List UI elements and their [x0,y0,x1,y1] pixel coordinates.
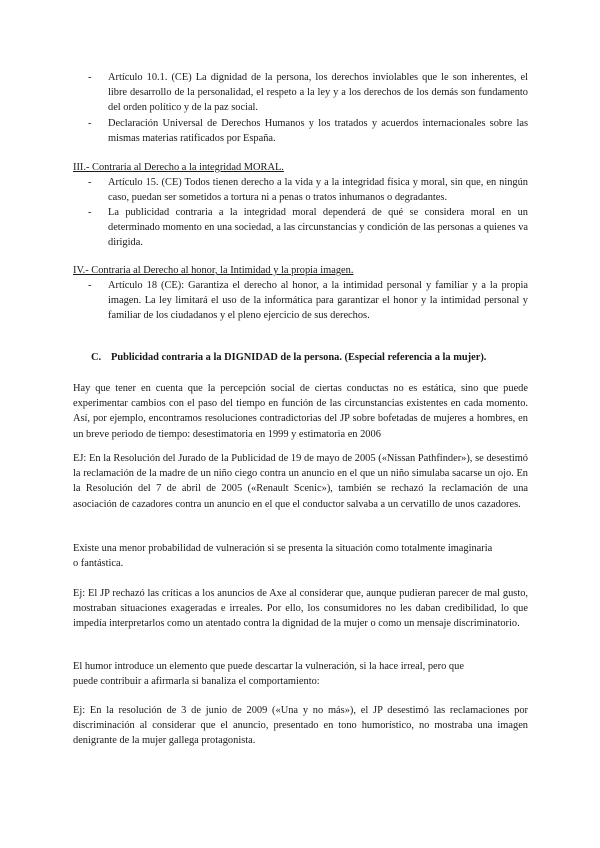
section-c-title: Publicidad contraria a la DIGNIDAD de la persona. (Especial referencia a la mujer). [111,352,487,363]
section-c-heading [91,350,531,365]
section-iii-heading: III.- Contraria al Derecho a la integridad MORAL. [73,162,284,173]
bullet-dash: - [88,280,92,291]
bullet-dash: - [88,177,92,188]
bullet-article-10 [88,70,528,116]
bullet-integridad-moral [88,205,528,251]
bullet-text: Declaración Universal de Derechos Humanos y los tratados y acuerdos internacionales sobre las mismas materias ratificados por España. [108,118,528,145]
paragraph-imaginaria: Existe una menor probabilidad de vulneración si se presenta la situación como totalmente imaginaria o fantástica. [73,543,493,570]
section-iv-heading: IV.- Contraria al Derecho al honor, la Intimidad y la propia imagen. [73,265,354,276]
paragraph-percepcion: Hay que tener en cuenta que la percepción social de ciertas conductas no es estática, sino que puede experimentar cambios con el paso del tiempo en función de las circunstancias existentes en cada momento. Así, por ejemplo, encontramos resoluciones contradictorias del JP sobre bofetadas de mujeres a hombres, en un breve periodo de tiempo: desestimatoria en 1999 y estimatoria en 2006 [73,383,528,440]
paragraph-ej-nissan: EJ: En la Resolución del Jurado de la Publicidad de 19 de mayo de 2005 («Nissan Pathfinder»), se desestimó la reclamación de la madre de un niño ciego contra un anuncio en el que un niño simulaba sacarse un ojo. En la Resolución del 7 de abril de 2005 («Renault Scenic»), también se rechazó la reclamación de una asociación de cazadores contra un anuncio en el que el conductor salvaba a un cervatillo de unos cazadores. [73,453,528,510]
paragraph-humor: El humor introduce un elemento que puede descartar la vulneración, si la hace irreal, pero que puede contribuir a afirmarla si banaliza el comportamiento: [73,661,464,688]
paragraph-ej-una-y-no-mas: Ej: En la resolución de 3 de junio de 2009 («Una y no más»), el JP desestimó las reclamaciones por discriminación al considerar que el anuncio, presentado en tono humorístico, no mostraba una imagen denigrante de la mujer gallega protagonista. [73,705,528,747]
bullet-declaracion [88,116,528,146]
bullet-text: Artículo 15. (CE) Todos tienen derecho a la vida y a la integridad física y moral, sin que, en ningún caso, puedan ser sometidos a tortura ni a penas o tratos inhumanos o degradantes. [108,177,528,204]
bullet-article-18 [88,278,528,324]
bullet-text: Artículo 10.1. (CE) La dignidad de la persona, los derechos inviolables que le son inherentes, el libre desarrollo de la personalidad, el respeto a la ley y a los derechos de los demás son fundamento del orden político y de la paz social. [108,72,528,114]
bullet-text: Artículo 18 (CE): Garantiza el derecho al honor, a la intimidad personal y familiar y a la propia imagen. La ley limitará el uso de la informática para garantizar el honor y la intimidad personal y familiar de los ciudadanos y el pleno ejercicio de sus derechos. [108,280,528,322]
bullet-article-15 [88,175,528,205]
section-c-letter: C. [91,352,102,363]
bullet-dash: - [88,207,92,218]
paragraph-ej-axe: Ej: El JP rechazó las críticas a los anuncios de Axe al considerar que, aunque pudieran parecer de mal gusto, mostraban situaciones exageradas e irreales. Por ello, los consumidores no les daban credibilidad, lo que impedía interpretarlos como un atentado contra la dignidad de la mujer o como un mensaje discriminatorio. [73,588,528,630]
bullet-text: La publicidad contraria a la integridad moral dependerá de qué se considera moral en un determinado momento en una sociedad, a las circunstancias y condición de las personas a quienes va dirigida. [108,207,528,249]
bullet-dash: - [88,72,92,83]
bullet-dash: - [88,118,92,129]
